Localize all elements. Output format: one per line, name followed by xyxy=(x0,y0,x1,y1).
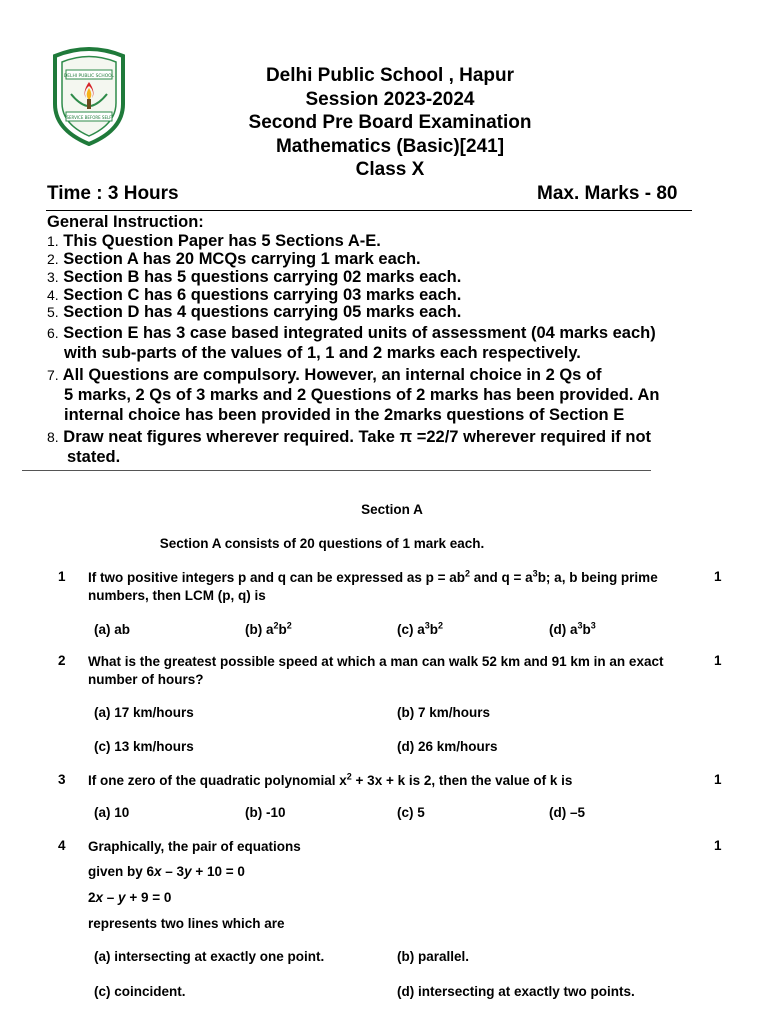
option: (d) intersecting at exactly two points. xyxy=(397,984,635,999)
option: (c) 13 km/hours xyxy=(94,739,194,754)
instruction-item: 7. All Questions are compulsory. However, an internal choice in 2 Qs of 5 marks, 2 Qs of 3 marks and 2 Questions of 2 marks has been provided. An internal choice has been provided in the 2marks questions of Section E xyxy=(47,366,660,424)
instruction-item: 3. Section B has 5 questions carrying 02 marks each. xyxy=(47,268,462,286)
option: (b) parallel. xyxy=(397,949,470,964)
svg-text:SERVICE BEFORE SELF: SERVICE BEFORE SELF xyxy=(66,115,112,120)
option: (b) -10 xyxy=(245,805,286,820)
time-allowed: Time : 3 Hours xyxy=(47,183,179,204)
equation: 2x – y + 9 = 0 xyxy=(88,890,172,905)
class-name: Class X xyxy=(355,159,425,180)
question-marks: 1 xyxy=(714,653,722,668)
question-text: If one zero of the quadratic polynomial $x^2 + 3x + k$ is 2, then the value of k is xyxy=(88,771,573,788)
instruction-item: 2. Section A has 20 MCQs carrying 1 mark each. xyxy=(47,250,421,268)
instruction-item: 8. Draw neat figures wherever required. Take π =22/7 wherever required if not stated. xyxy=(47,428,652,466)
option: (a) 10 xyxy=(94,805,130,820)
question-marks: 1 xyxy=(714,569,722,584)
exam-name: Second Pre Board Examination xyxy=(248,112,532,133)
question-number: 1 xyxy=(58,569,66,584)
instruction-item: 1. This Question Paper has 5 Sections A-E. xyxy=(47,232,381,250)
question-marks: 1 xyxy=(714,838,722,853)
option: (c) coincident. xyxy=(94,984,186,999)
instruction-item: 4. Section C has 6 questions carrying 03 marks each. xyxy=(47,286,462,304)
question-text: Graphically, the pair of equations xyxy=(88,839,301,854)
school-name: Delhi Public School , Hapur xyxy=(265,65,515,86)
subject: Mathematics (Basic)[241] xyxy=(275,136,505,157)
max-marks: Max. Marks - 80 xyxy=(537,183,678,204)
divider xyxy=(22,470,651,471)
svg-text:DELHI PUBLIC SCHOOL: DELHI PUBLIC SCHOOL xyxy=(63,74,115,79)
divider xyxy=(46,210,692,211)
instruction-item: 5. Section D has 4 questions carrying 05 marks each. xyxy=(47,303,462,321)
section-title: Section A xyxy=(361,502,423,517)
option: (b) 7 km/hours xyxy=(397,705,491,720)
question-number: 2 xyxy=(58,653,66,668)
option: (d) $a^3b^3$ xyxy=(549,620,596,637)
question-text: represents two lines which are xyxy=(88,916,285,931)
question-marks: 1 xyxy=(714,772,722,787)
option: (c) $a^3b^2$ xyxy=(397,620,444,637)
question-number: 4 xyxy=(58,838,66,853)
option: (b) $a^2b^2$ xyxy=(245,620,292,637)
option: (d) 26 km/hours xyxy=(397,739,498,754)
equation: given by 6x – 3y + 10 = 0 xyxy=(88,864,245,879)
instructions-title: General Instruction: xyxy=(47,213,204,231)
session: Session 2023-2024 xyxy=(305,89,475,110)
option: (a) 17 km/hours xyxy=(94,705,194,720)
section-subtitle: Section A consists of 20 questions of 1 mark each. xyxy=(159,536,485,551)
question-text: If two positive integers p and q can be expressed as $p = ab^2$ and $q = a^3b$; a, b being prime numbers, then LCM (p, q) is xyxy=(88,568,658,603)
option: (d) –5 xyxy=(549,805,586,820)
school-logo xyxy=(49,46,129,146)
question-number: 3 xyxy=(58,772,66,787)
question-text: What is the greatest possible speed at which a man can walk 52 km and 91 km in an exact number of hours? xyxy=(88,654,664,687)
option: (a) intersecting at exactly one point. xyxy=(94,949,325,964)
option: (a) ab xyxy=(94,622,131,637)
instruction-item: 6. Section E has 3 case based integrated units of assessment (04 marks each) with sub-parts of the values of 1, 1 and 2 marks each respectively. xyxy=(47,324,656,362)
option: (c) 5 xyxy=(397,805,425,820)
